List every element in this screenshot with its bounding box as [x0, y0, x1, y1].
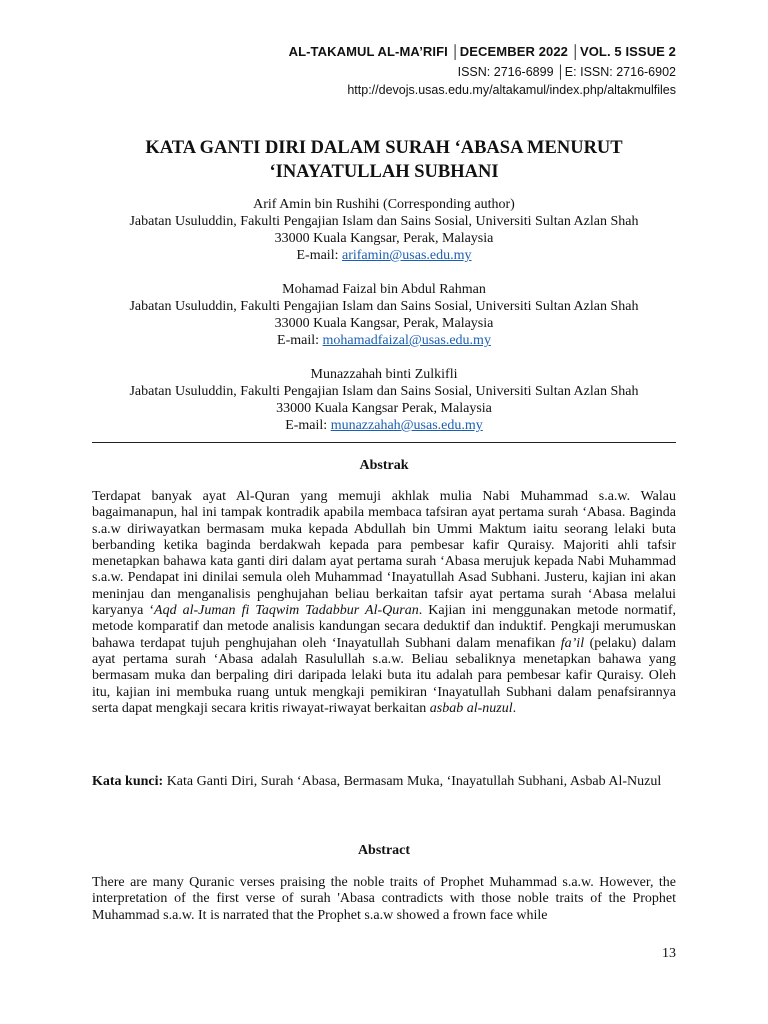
- author-address: 33000 Kuala Kangsar, Perak, Malaysia: [274, 316, 494, 331]
- abstract-heading: Abstract: [357, 843, 411, 858]
- author-affiliation: Jabatan Usuluddin, Fakulti Pengajian Islam dan Sains Sosial, Universiti Sultan Azlan Shah: [129, 214, 639, 229]
- author-2: [92, 281, 676, 349]
- title-line-1: KATA GANTI DIRI DALAM SURAH ‘ABASA MENURUT: [145, 138, 623, 158]
- italic-term: fa’il: [560, 635, 585, 651]
- email-label: E-mail:: [277, 333, 323, 348]
- abstract-body: There are many Quranic verses praising the noble traits of Prophet Muhammad s.a.w. However, the interpretation of the first verse of surah 'Abasa contradicts with those noble traits of the Prophet Muhammad s.a.w. It is narrated that the Prophet s.a.w showed a frown face while: [92, 875, 676, 923]
- paper-title: [92, 136, 676, 184]
- author-3: [92, 366, 676, 434]
- journal-url: http://devojs.usas.edu.my/altakamul/index.php/altakmulfiles: [347, 83, 676, 97]
- author-address: 33000 Kuala Kangsar, Perak, Malaysia: [274, 231, 494, 246]
- author-address: 33000 Kuala Kangsar Perak, Malaysia: [276, 401, 492, 416]
- section-divider: [92, 442, 676, 443]
- book-title: Aqd al-Juman fi Taqwim Tadabbur Al-Quran: [154, 603, 419, 619]
- author-email-line: [92, 247, 676, 264]
- author-name: Mohamad Faizal bin Abdul Rahman: [282, 282, 486, 297]
- author-1: [92, 196, 676, 264]
- abstrak-text: Terdapat banyak ayat Al-Quran yang memuji akhlak mulia Nabi Muhammad s.a.w. Walau bagaimanapun, hal ini tampak kontradik apabila membaca tafsiran ayat pertama surah ‘Abasa. Baginda s.a.w diriwayatkan bermasam muka kepada Abdullah bin Ummi Maktum iaitu seorang lelaki buta berbanding ketika baginda berdakwah kepada para pembesar kafir Quraisy. Majoriti ahli tafsir menetapkan bahawa kata ganti diri dalam ayat pertama surah ‘Abasa merujuk kepada Nabi Muhammad s.a.w. Pendapat ini dinilai semula oleh Muhammad ‘Inayatullah Asad Subhani. Justeru, kajian ini akan meninjau dan menganalisis penghujahan beliau berkaitan tafsir ayat pertama surah ‘Abasa melalui karyanya ‘: [92, 489, 676, 619]
- email-link[interactable]: arifamin@usas.edu.my: [341, 248, 472, 263]
- email-link[interactable]: mohamadfaizal@usas.edu.my: [322, 333, 491, 348]
- keywords-label: Kata kunci:: [92, 774, 164, 789]
- author-block: [92, 196, 676, 451]
- abstrak-text: (pelaku) dalam ayat pertama surah ‘Abasa adalah Rasulullah s.a.w. Beliau sebaliknya menetapkan bahawa yang bermasam muka dan berpaling diri daripada lelaki buta itu adalah para pembesar kafir Quraisy. Oleh itu, kajian ini membuka ruang untuk mengkaji pemikiran ‘Inayatullah Subhani dalam penafsirannya serta dapat mengkaji secara kritis riwayat-riwayat berkaitan: [92, 635, 676, 716]
- journal-header: AL-TAKAMUL AL-MA’RIFI │DECEMBER 2022 │VOL. 5 ISSUE 2: [288, 44, 676, 59]
- email-link[interactable]: munazzahah@usas.edu.my: [330, 418, 483, 433]
- author-affiliation: Jabatan Usuluddin, Fakulti Pengajian Islam dan Sains Sosial, Universiti Sultan Azlan Shah: [129, 299, 639, 314]
- keywords: [92, 773, 676, 791]
- abstrak-heading: Abstrak: [359, 458, 409, 473]
- email-label: E-mail:: [296, 248, 342, 263]
- email-label: E-mail:: [285, 418, 331, 433]
- author-name: Arif Amin bin Rushihi (Corresponding author): [253, 197, 515, 212]
- issn-line: ISSN: 2716-6899 │E: ISSN: 2716-6902: [457, 65, 676, 79]
- author-affiliation: Jabatan Usuluddin, Fakulti Pengajian Islam dan Sains Sosial, Universiti Sultan Azlan Shah: [129, 384, 639, 399]
- page-number: 13: [662, 946, 676, 961]
- abstrak-body: [92, 489, 676, 717]
- author-email-line: [92, 332, 676, 349]
- keywords-text: Kata Ganti Diri, Surah ‘Abasa, Bermasam Muka, ‘Inayatullah Subhani, Asbab Al-Nuzul: [163, 774, 662, 789]
- abstrak-text: . Kajian ini menggunakan metode normatif, metode komparatif dan metode analisis kandungan secara deduktif dan induktif. Pengkaji merumuskan bahawa terdapat tujuh penghujahan oleh ‘Inayatullah Subhani dalam menafikan: [92, 603, 677, 651]
- author-name: Munazzahah binti Zulkifli: [310, 367, 458, 382]
- italic-term: asbab al-nuzul: [429, 700, 513, 716]
- author-email-line: [92, 417, 676, 434]
- abstrak-text: .: [512, 700, 517, 716]
- title-line-2: ‘INAYATULLAH SUBHANI: [269, 162, 499, 182]
